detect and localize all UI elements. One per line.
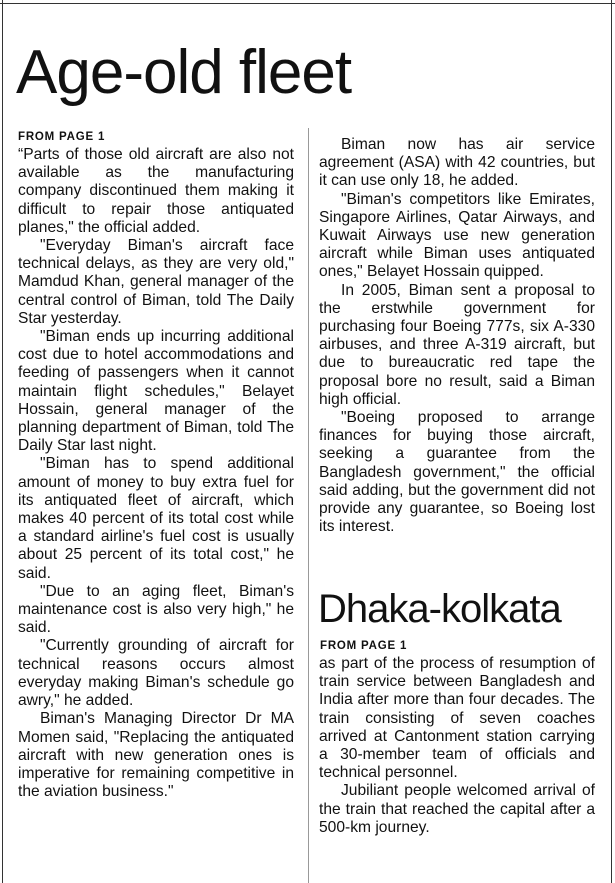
article-paragraph: "Biman ends up incurring additional cost due to hotel accommodations and feeding of passengers when it cannot maintain flight schedules," Belayet Hossain, general manager of the planning department of Biman, told The Daily Star last night. [18, 328, 294, 455]
article-paragraph: Biman now has air service agreement (ASA) with 42 countries, but it can use only 18, he added. [319, 136, 595, 190]
article-column-right [319, 136, 595, 536]
article-paragraph: “Parts of those old aircraft are also not available as the manufacturing company discontinued them making it difficult to repair those antiquated planes," the official added. [18, 146, 294, 236]
continuation-kicker: FROM PAGE 1 [18, 131, 106, 143]
article-paragraph: "Biman's competitors like Emirates, Singapore Airlines, Qatar Airways, and Kuwait Airways use new generation aircraft while Biman uses antiquated ones," Belayet Hossain quipped. [319, 190, 595, 281]
left-border-rule [2, 0, 3, 883]
article-paragraph: Jubiliant people welcomed arrival of the train that reached the capital after a 500-km journey. [319, 782, 595, 836]
article-paragraph: Biman's Managing Director Dr MA Momen said, "Replacing the antiquated aircraft with new generation ones is imperative for remaining competitive in the aviation business." [18, 710, 294, 801]
right-border-rule [611, 0, 612, 883]
headline-age-old-fleet: Age-old fleet [16, 38, 352, 107]
article-paragraph: as part of the process of resumption of train service between Bangladesh and India after more than four decades. The train consisting of seven coaches arrived at Cantonment station carrying a 30-member team of officials and technical personnel. [319, 655, 595, 782]
article-paragraph: "Currently grounding of aircraft for technical reasons occurs almost everyday making Biman's schedule go awry," he added. [18, 637, 294, 710]
column-divider [308, 128, 309, 883]
top-border-rule [0, 3, 615, 4]
continuation-kicker: FROM PAGE 1 [320, 640, 408, 652]
article-column-dhaka-kolkata [319, 655, 595, 837]
article-column-left [18, 146, 294, 801]
article-paragraph: "Due to an aging fleet, Biman's maintenance cost is also very high," he said. [18, 582, 294, 637]
article-paragraph: "Biman has to spend additional amount of money to buy extra fuel for its antiquated fleet of aircraft, which makes 40 percent of its total cost while a standard airline's fuel cost is usually about 25 percent of its total cost," he said. [18, 455, 294, 582]
headline-dhaka-kolkata: Dhaka-kolkata [318, 587, 561, 631]
article-paragraph: In 2005, Biman sent a proposal to the erstwhile government for purchasing four Boeing 777s, six A-330 airbuses, and three A-319 aircraft, but due to bureaucratic red tape the proposal bore no result, said a Biman high official. [319, 281, 595, 408]
article-paragraph: "Everyday Biman's aircraft face technical delays, as they are very old," Mamdud Khan, general manager of the central control of Biman, told The Daily Star yesterday. [18, 237, 294, 327]
article-paragraph: "Boeing proposed to arrange finances for buying those aircraft, seeking a guarantee from the Bangladesh government," the official said adding, but the government did not provide any guarantee, so Boeing lost its interest. [319, 409, 595, 536]
